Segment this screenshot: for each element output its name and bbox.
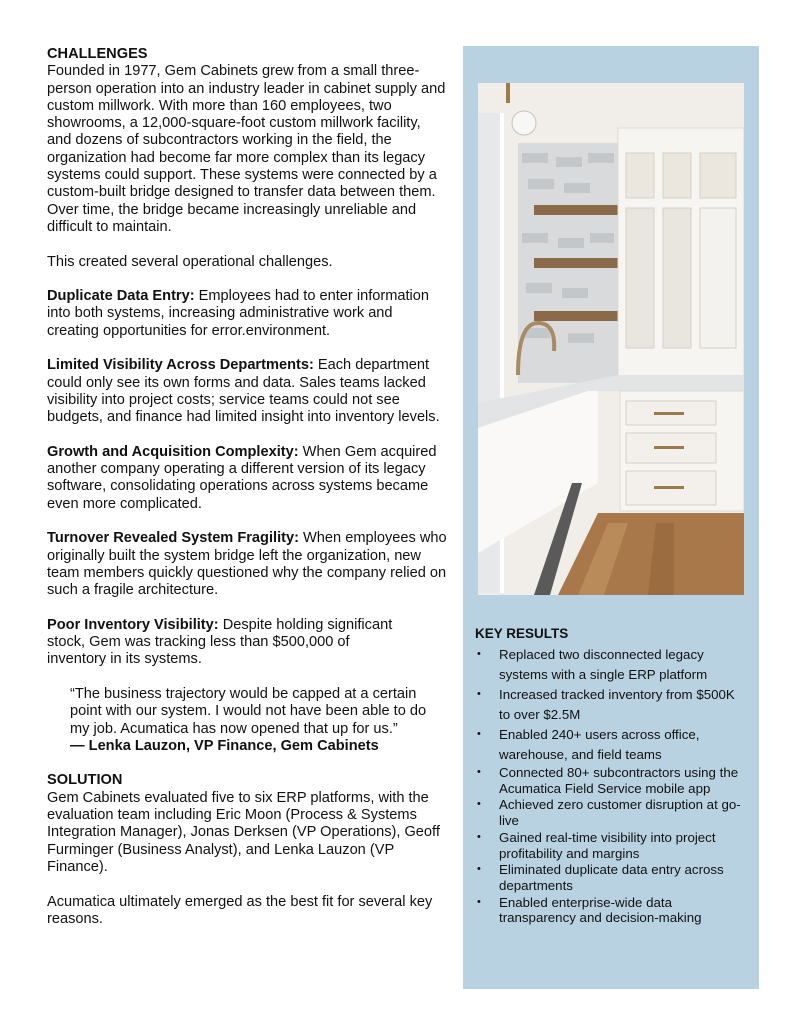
- list-item: • Achieved zero customer disruption at go-live: [475, 797, 747, 829]
- quote-attribution: — Lenka Lauzon, VP Finance, Gem Cabinets: [70, 737, 379, 754]
- challenge-text: Each department could only see its own forms and data. Sales teams lacked visibility into project costs; service teams could not see budgets, and finance had limited insight into inventory levels.: [47, 357, 440, 426]
- quote-text: “The business trajectory would be capped at a certain point with our system. I would not have been able to do my job. Acumatica has now opened that up for us.”: [70, 685, 427, 737]
- customer-quote: [70, 686, 447, 755]
- challenge-title: Limited Visibility Across Departments:: [47, 357, 314, 374]
- key-results-heading: KEY RESULTS: [475, 626, 569, 641]
- challenge-limited-visibility: [47, 357, 447, 426]
- challenge-growth-acquisition: [47, 444, 447, 513]
- challenge-title: Growth and Acquisition Complexity:: [47, 443, 299, 460]
- main-column: [47, 46, 447, 945]
- list-item: • Enabled enterprise-wide data transparency and decision-making: [475, 895, 747, 927]
- kitchen-photo: [478, 83, 744, 595]
- key-results: [475, 626, 747, 927]
- challenge-text: Despite holding significant stock, Gem was tracking less than $500,000 of inventory in its systems.: [47, 616, 393, 668]
- solution-paragraph-1: Gem Cabinets evaluated five to six ERP platforms, with the evaluation team including Eric Moon (Process & Systems Integration Manager), Jonas Derksen (VP Operations), Geoff Furminger (Business Analyst), and Lenka Lauzon (VP Finance).: [47, 789, 440, 875]
- challenge-inventory: [47, 617, 397, 669]
- list-item: • Eliminated duplicate data entry across departments: [475, 862, 747, 894]
- list-item: • Connected 80+ subcontractors using the Acumatica Field Service mobile app: [475, 765, 747, 797]
- challenges-heading: CHALLENGES: [47, 46, 148, 62]
- challenge-text: Employees had to enter information into both systems, increasing administrative work and creating opportunities for error.environment.: [47, 288, 430, 339]
- list-item: • Gained real-time visibility into project profitability and margins: [475, 830, 747, 862]
- challenges-intro: Founded in 1977, Gem Cabinets grew from a small three-person operation into an industry leader in cabinet supply and custom millwork. With more than 160 employees, two showrooms, a 12,000-square-foot custom millwork facility, and dozens of subcontractors working in the field, the organization had become far more complex than its legacy systems could support. These systems were connected by a custom-built bridge designed to transfer data between them. Over time, the bridge became increasingly unreliable and difficult to maintain.: [47, 63, 446, 235]
- list-item: • Replaced two disconnected legacy systems with a single ERP platform: [475, 645, 747, 684]
- challenge-turnover: [47, 530, 447, 599]
- challenge-text: When employees who originally built the system bridge left the organization, new team members quickly questioned why the company relied on such a fragile architecture.: [47, 530, 447, 599]
- list-item: • Enabled 240+ users across office, warehouse, and field teams: [475, 725, 747, 764]
- challenge-title: Poor Inventory Visibility:: [47, 616, 219, 633]
- challenge-text: When Gem acquired another company operating a different version of its legacy software, consolidating operations across systems became even more complicated.: [47, 443, 437, 512]
- list-item: • Increased tracked inventory from $500K to over $2.5M: [475, 685, 747, 724]
- challenges-lead: This created several operational challenges.: [47, 253, 333, 270]
- key-results-sidebar: [463, 46, 759, 989]
- solution-heading: SOLUTION: [47, 772, 123, 789]
- challenge-title: Duplicate Data Entry:: [47, 288, 195, 305]
- challenge-title: Turnover Revealed System Fragility:: [47, 530, 299, 547]
- solution-paragraph-2: Acumatica ultimately emerged as the best fit for several key reasons.: [47, 893, 433, 927]
- key-results-list: [475, 645, 747, 926]
- challenge-duplicate-data-entry: [47, 288, 447, 340]
